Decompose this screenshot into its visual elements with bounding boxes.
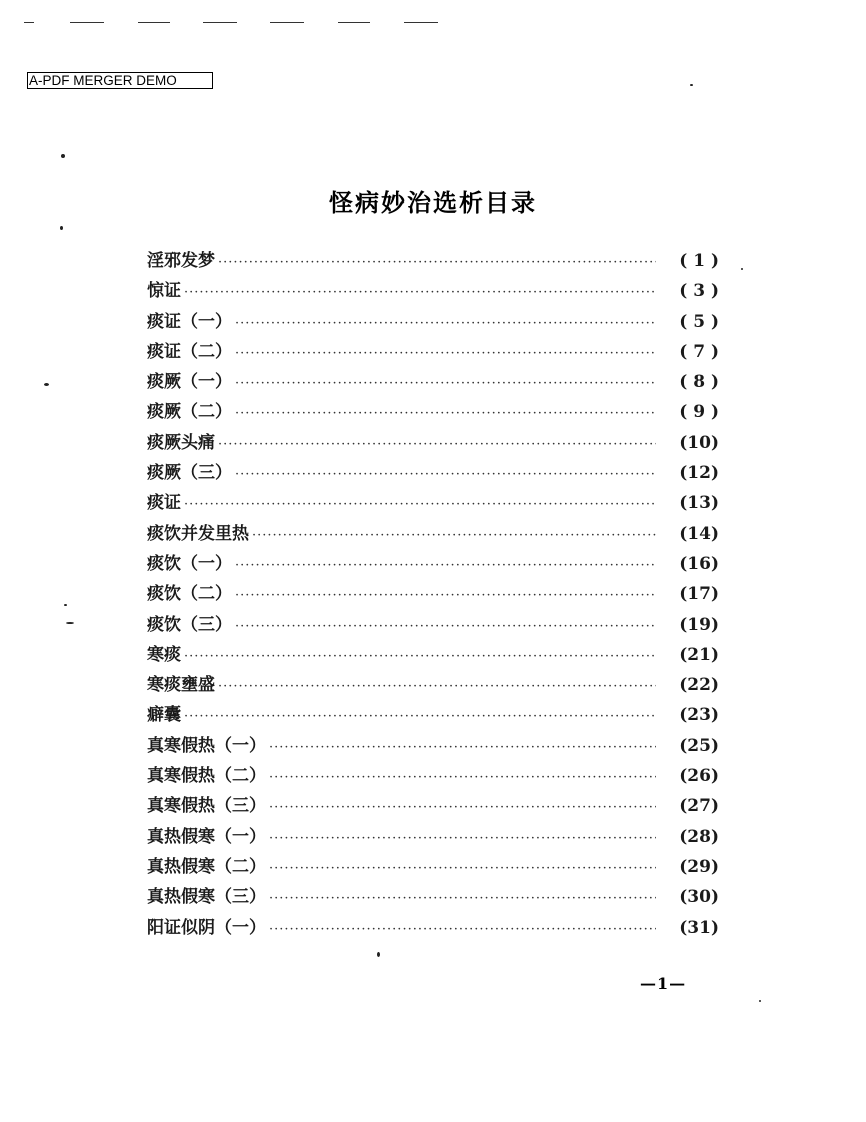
toc-entry-label: 真寒假热（三） [147,796,266,817]
scan-speck [690,84,693,86]
toc-entry-page: (31) [679,917,719,938]
toc-entry [147,852,719,882]
toc-entry-label: 淫邪发梦 [147,251,215,271]
toc-entry-label: 真热假寒（二） [147,856,266,877]
toc-entry-label: 寒痰 [147,644,181,665]
toc-entry [147,579,719,609]
toc-entry [147,337,719,367]
toc-entry [147,458,719,488]
toc-leader-dots [184,285,656,300]
toc-leader-dots [184,709,656,724]
toc-leader-dots [235,619,656,634]
toc-leader-dots [269,861,656,876]
toc-entry [147,822,719,852]
toc-entry [147,791,719,821]
toc-entry [147,731,719,761]
toc-entry-page: (14) [679,523,719,544]
scan-speck [66,622,74,624]
scan-speck [44,383,49,386]
toc-entry-label: 真寒假热（一） [147,735,266,756]
toc-entry-page: (23) [679,705,719,726]
scan-artifact-dash [404,22,438,23]
toc-leader-dots [269,800,656,815]
toc-entry-page: ( 1 ) [679,251,719,271]
toc-entry-label: 痰厥（一） [147,372,232,393]
toc-entry-page: (27) [679,796,719,817]
toc-entry [147,640,719,670]
toc-entry [147,882,719,912]
toc-entry [147,761,719,791]
toc-entry-label: 真热假寒（三） [147,887,266,908]
page-number: —1— [640,974,687,993]
toc-entry-label: 痰饮（三） [147,614,232,635]
toc-entry-page: (19) [679,614,719,635]
scan-speck [61,154,65,158]
scan-artifact-dash [138,22,170,23]
toc-entry [147,670,719,700]
toc-entry-label: 痰厥（二） [147,402,232,423]
toc-entry-page: (17) [679,584,719,605]
toc-entry [147,700,719,730]
toc-entry-page: (13) [679,493,719,514]
toc-leader-dots [235,346,656,361]
scan-artifact-dash [24,22,34,23]
toc-entry [147,307,719,337]
toc-entry-label: 痰饮并发里热 [147,523,249,544]
toc-leader-dots [235,376,656,391]
table-of-contents [147,246,719,943]
toc-entry-page: (25) [679,735,719,756]
toc-entry [147,913,719,943]
toc-leader-dots [269,740,656,755]
toc-entry [147,519,719,549]
toc-entry [147,428,719,458]
toc-leader-dots [269,922,656,937]
toc-entry-label: 痰证 [147,493,181,514]
toc-entry-label: 痰饮（一） [147,553,232,574]
toc-entry-page: (30) [679,887,719,908]
toc-leader-dots [218,255,656,270]
toc-leader-dots [269,770,656,785]
toc-entry-label: 惊证 [147,281,181,302]
toc-entry [147,488,719,518]
toc-leader-dots [269,891,656,906]
toc-leader-dots [235,406,656,421]
toc-entry [147,549,719,579]
scan-artifact-dash [338,22,370,23]
toc-entry-label: 痰证（一） [147,311,232,332]
toc-entry-page: (22) [679,675,719,696]
toc-entry-label: 痰饮（二） [147,584,232,605]
toc-entry-label: 真热假寒（一） [147,826,266,847]
scan-speck [759,1000,761,1002]
toc-entry-label: 阳证似阴（一） [147,917,266,938]
toc-leader-dots [235,316,656,331]
scan-speck [64,604,67,606]
scan-speck [60,226,63,230]
scan-speck [377,952,380,957]
toc-leader-dots [269,831,656,846]
page-title: 怪病妙治选析目录 [329,189,537,217]
toc-leader-dots [235,467,656,482]
toc-entry-label: 痰厥头痛 [147,432,215,453]
toc-leader-dots [184,497,656,512]
toc-entry-page: (28) [679,826,719,847]
toc-entry-page: ( 7 ) [679,341,719,362]
toc-leader-dots [218,679,656,694]
toc-entry-page: ( 9 ) [679,402,719,423]
toc-leader-dots [252,528,656,543]
toc-entry [147,610,719,640]
scan-artifact-dash [70,22,104,23]
toc-entry-page: (12) [679,463,719,484]
scan-artifact-dash [203,22,237,23]
toc-entry-page: (21) [679,644,719,665]
watermark-label: A-PDF MERGER DEMO [27,72,213,89]
toc-entry-label: 真寒假热（二） [147,766,266,787]
toc-entry [147,276,719,306]
toc-leader-dots [184,649,656,664]
toc-entry-page: (26) [679,766,719,787]
toc-entry-page: (10) [679,432,719,453]
toc-entry-page: ( 8 ) [679,372,719,393]
toc-entry [147,246,719,276]
toc-entry-label: 痰证（二） [147,341,232,362]
toc-entry-page: ( 3 ) [679,281,719,302]
toc-entry-page: (16) [679,553,719,574]
toc-entry [147,367,719,397]
toc-entry-page: (29) [679,856,719,877]
scan-speck [741,268,743,270]
toc-entry [147,397,719,427]
toc-leader-dots [235,588,656,603]
toc-entry-label: 痰厥（三） [147,463,232,484]
toc-entry-page: ( 5 ) [679,311,719,332]
toc-leader-dots [235,558,656,573]
toc-entry-label: 寒痰壅盛 [147,675,215,696]
toc-leader-dots [218,437,656,452]
toc-entry-label: 癖囊 [147,705,181,726]
scan-artifact-dash [270,22,304,23]
